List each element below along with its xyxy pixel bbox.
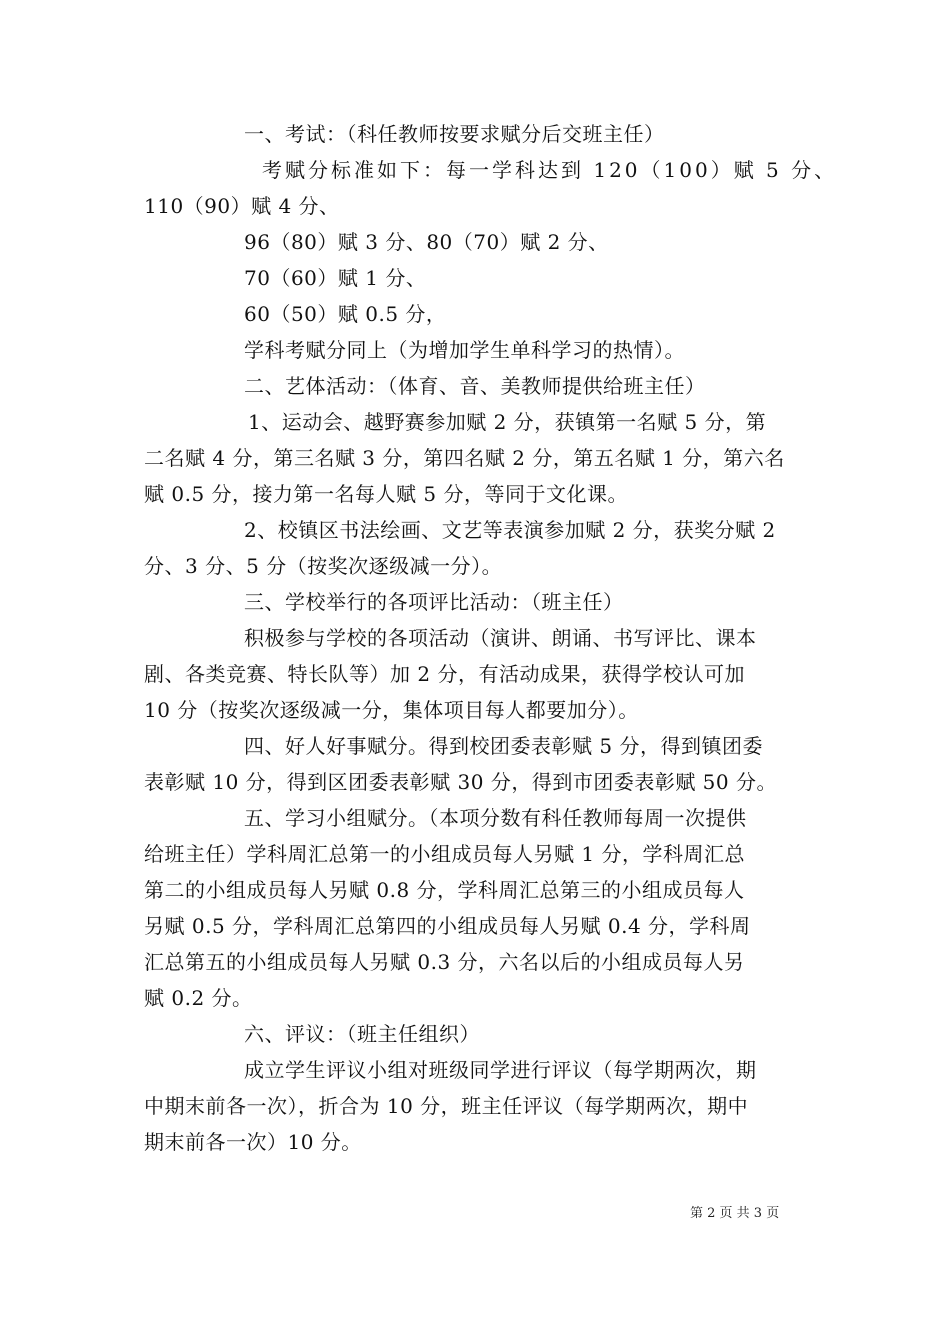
section-heading-arts-sports: 二、艺体活动：（体育、音、美教师提供给班主任）	[244, 374, 706, 398]
section-heading-school-activities: 三、学校举行的各项评比活动：（班主任）	[244, 590, 624, 614]
paragraph-line: 学科考赋分同上（为增加学生单科学习的热情）。	[244, 338, 685, 362]
paragraph-line: 10 分（按奖次逐级减一分，集体项目每人都要加分）。	[144, 698, 639, 722]
section-heading-study-groups: 五、学习小组赋分。（本项分数有科任教师每周一次提供	[244, 806, 747, 830]
paragraph-line: 期末前各一次）10 分。	[144, 1130, 362, 1154]
paragraph-line: 中期末前各一次），折合为 10 分，班主任评议（每学期两次，期中	[144, 1094, 749, 1118]
section-heading-good-deeds: 四、好人好事赋分。得到校团委表彰赋 5 分，得到镇团委	[244, 734, 763, 758]
page-number-footer: 第 2 页 共 3 页	[690, 1206, 780, 1221]
paragraph-line: 96（80）赋 3 分、80（70）赋 2 分、	[244, 230, 609, 254]
document-body	[144, 116, 838, 1160]
paragraph-line: 第二的小组成员每人另赋 0.8 分，学科周汇总第三的小组成员每人	[144, 878, 745, 902]
paragraph-line: 赋 0.5 分，接力第一名每人赋 5 分，等同于文化课。	[144, 482, 628, 506]
section-heading-exam: 一、考试：（科任教师按要求赋分后交班主任）	[244, 122, 665, 146]
paragraph-line: 汇总第五的小组成员每人另赋 0.3 分，六名以后的小组成员每人另	[144, 950, 745, 974]
paragraph-line: 70（60）赋 1 分、	[244, 266, 427, 290]
paragraph-line: 另赋 0.5 分，学科周汇总第四的小组成员每人另赋 0.4 分，学科周	[144, 914, 751, 938]
paragraph-line: 成立学生评议小组对班级同学进行评议（每学期两次，期	[244, 1058, 757, 1082]
paragraph-line: 给班主任）学科周汇总第一的小组成员每人另赋 1 分，学科周汇总	[144, 842, 745, 866]
paragraph-line: 1、运动会、越野赛参加赋 2 分，获镇第一名赋 5 分，第	[248, 410, 767, 434]
paragraph-line: 二名赋 4 分，第三名赋 3 分，第四名赋 2 分，第五名赋 1 分，第六名	[144, 446, 785, 470]
paragraph-line: 分、3 分、5 分（按奖次逐级减一分）。	[144, 554, 503, 578]
paragraph-line: 60（50）赋 0.5 分，	[244, 302, 447, 326]
paragraph-line: 2、校镇区书法绘画、文艺等表演参加赋 2 分，获奖分赋 2	[244, 518, 776, 542]
paragraph-line: 积极参与学校的各项活动（演讲、朗诵、书写评比、课本	[244, 626, 757, 650]
paragraph-line: 110（90）赋 4 分、	[144, 194, 340, 218]
paragraph-line: 考赋分标准如下：每一学科达到 120（100）赋 5 分、	[262, 158, 838, 182]
paragraph-line: 剧、各类竞赛、特长队等）加 2 分，有活动成果，获得学校认可加	[144, 662, 745, 686]
paragraph-line: 表彰赋 10 分，得到区团委表彰赋 30 分，得到市团委表彰赋 50 分。	[144, 770, 777, 794]
paragraph-line: 赋 0.2 分。	[144, 986, 253, 1010]
section-heading-evaluation: 六、评议：（班主任组织）	[244, 1022, 480, 1046]
